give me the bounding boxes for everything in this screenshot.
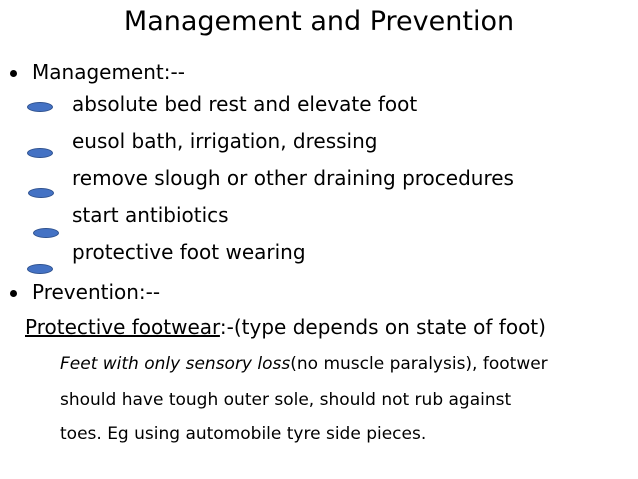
management-item: start antibiotics [72,203,229,227]
management-item: absolute bed rest and elevate foot [72,92,418,116]
blue-oval-icon [27,102,53,112]
bullet-dot-icon [10,290,17,297]
management-item: remove slough or other draining procedures [72,166,514,190]
prevention-heading: Prevention:-- [32,280,161,304]
para-line1-rest: (no muscle paralysis), footwer [290,354,548,374]
prevention-subheading [25,314,546,340]
subheading-rest: :-(type depends on state of foot) [219,315,546,339]
para-italic: Feet with only sensory loss [60,354,291,374]
bullet-dot-icon [10,70,17,77]
management-item: protective foot wearing [72,240,306,264]
prevention-para-line1 [60,352,548,376]
blue-oval-icon [33,228,59,238]
blue-oval-icon [27,264,53,274]
management-item: eusol bath, irrigation, dressing [72,129,378,153]
slide-title: Management and Prevention [123,6,515,37]
prevention-para-line3: toes. Eg using automobile tyre side pieces. [60,424,427,444]
blue-oval-icon [27,148,53,158]
blue-oval-icon [28,188,54,198]
prevention-para-line2: should have tough outer sole, should not rub against [60,390,512,410]
protective-footwear-label: Protective footwear [25,315,220,339]
management-heading: Management:-- [32,60,185,84]
